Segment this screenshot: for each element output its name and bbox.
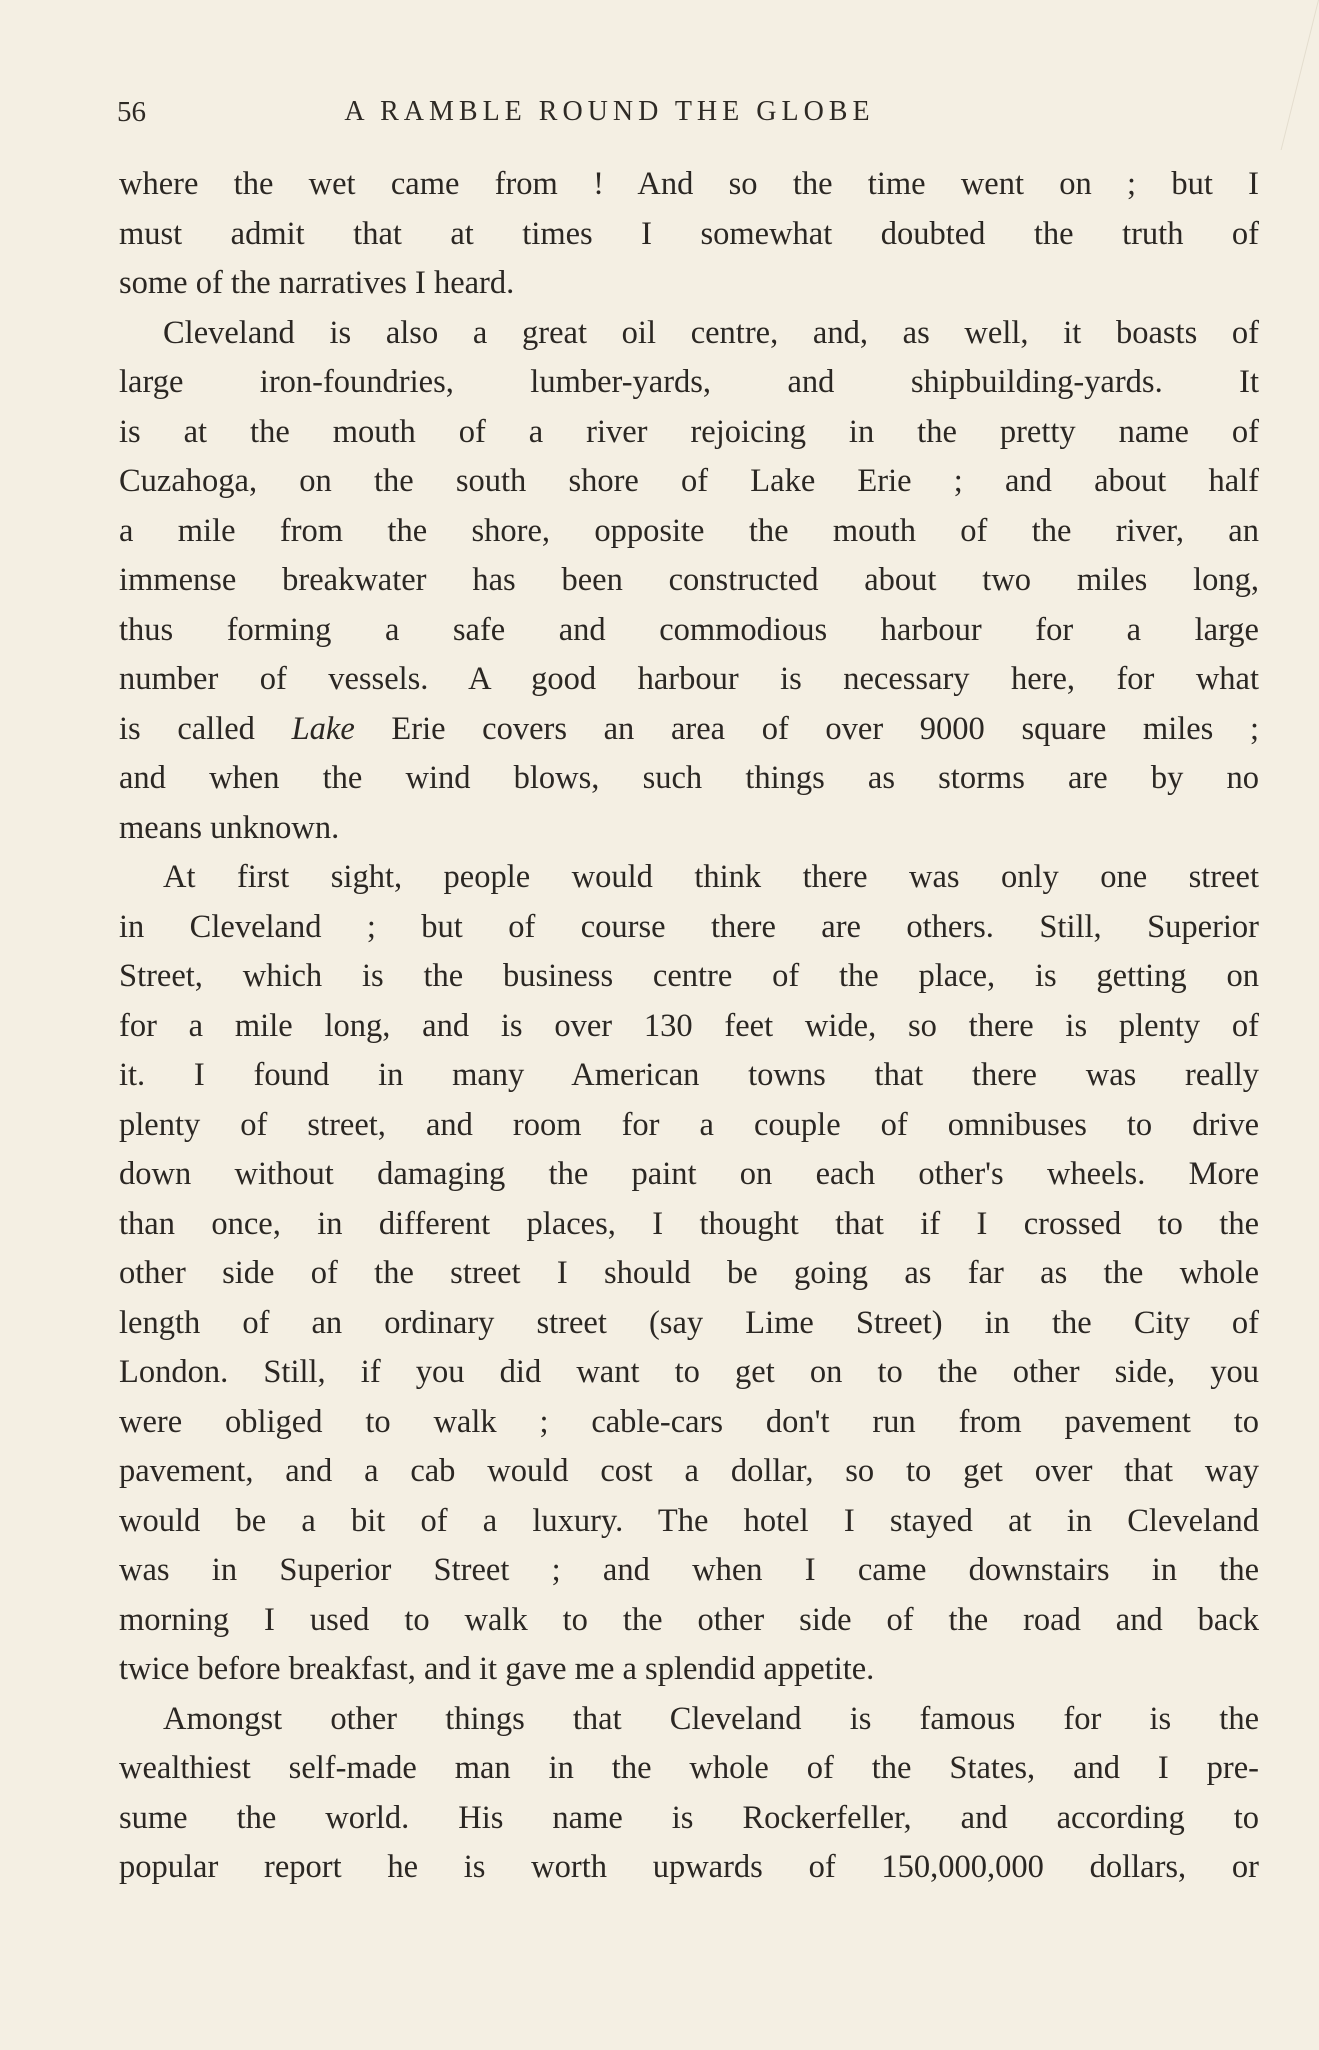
text-line: some of the narratives I heard. [119, 265, 515, 301]
text-line [119, 705, 1259, 755]
text-segment: is called [119, 710, 292, 747]
text-line: and when the wind blows, such things as storms are by no [119, 760, 1259, 796]
text-line: in Cleveland ; but of course there are others. Still, Superior [119, 908, 1259, 945]
text-line: wealthiest self-made man in the whole of the States, and I pre- [119, 1750, 1259, 1786]
text-line: thus forming a safe and commodious harbour for a large [119, 611, 1259, 648]
text-line: were obliged to walk ; cable-cars don't run from pavement to [119, 1403, 1259, 1440]
text-line: where the wet came from ! And so the time went on ; but I [119, 166, 1259, 202]
text-line: Cleveland is also a great oil centre, and, as well, it boasts of [163, 314, 1259, 351]
text-line: London. Still, if you did want to get on to the other side, you [119, 1354, 1259, 1390]
text-line: other side of the street I should be going as far as the whole [119, 1255, 1259, 1291]
text-line: than once, in different places, I thought that if I crossed to the [119, 1205, 1259, 1242]
text-line: was in Superior Street ; and when I came downstairs in the [119, 1552, 1259, 1588]
text-line: means unknown. [119, 809, 340, 846]
text-line: would be a bit of a luxury. The hotel I stayed at in Cleveland [119, 1502, 1259, 1539]
text-line: Street, which is the business centre of the place, is getting on [119, 958, 1259, 994]
text-segment: Erie covers an area of over 9000 square miles ; [354, 710, 1259, 747]
text-line: At first sight, people would think there was only one street [163, 859, 1259, 895]
text-line: it. I found in many American towns that there was really [119, 1057, 1259, 1093]
running-head [117, 90, 1072, 134]
text-line: popular report he is worth upwards of 150,000,000 dollars, or [119, 1849, 1259, 1885]
text-line: twice before breakfast, and it gave me a splendid appetite. [119, 1651, 875, 1687]
text-line: Cuzahoga, on the south shore of Lake Erie ; and about half [119, 463, 1259, 499]
text-line: down without damaging the paint on each other's wheels. More [119, 1156, 1259, 1192]
text-line: pavement, and a cab would cost a dollar, so to get over that way [119, 1453, 1259, 1489]
text-line: must admit that at times I somewhat doubted the truth of [119, 215, 1259, 252]
text-line: sume the world. His name is Rockerfeller, and according to [119, 1799, 1259, 1836]
text-line: a mile from the shore, opposite the mouth of the river, an [119, 512, 1259, 549]
text-line: length of an ordinary street (say Lime Street) in the City of [119, 1304, 1259, 1341]
text-line: large iron-foundries, lumber-yards, and shipbuilding-yards. It [119, 364, 1259, 400]
page-edge-shadow [1241, 0, 1319, 150]
running-title: A RAMBLE ROUND THE GLOBE [344, 96, 875, 127]
text-line: Amongst other things that Cleveland is famous for is the [163, 1700, 1259, 1737]
text-line: is at the mouth of a river rejoicing in the pretty name of [119, 413, 1259, 450]
text-line: immense breakwater has been constructed about two miles long, [119, 562, 1259, 598]
body-text [119, 160, 1259, 1893]
italic-word: Lake [291, 710, 355, 747]
text-line: plenty of street, and room for a couple of omnibuses to drive [119, 1106, 1259, 1143]
text-line: for a mile long, and is over 130 feet wide, so there is plenty of [119, 1007, 1259, 1044]
text-line: number of vessels. A good harbour is necessary here, for what [119, 661, 1259, 697]
text-line: morning I used to walk to the other side of the road and back [119, 1601, 1259, 1638]
page-number: 56 [117, 96, 146, 128]
